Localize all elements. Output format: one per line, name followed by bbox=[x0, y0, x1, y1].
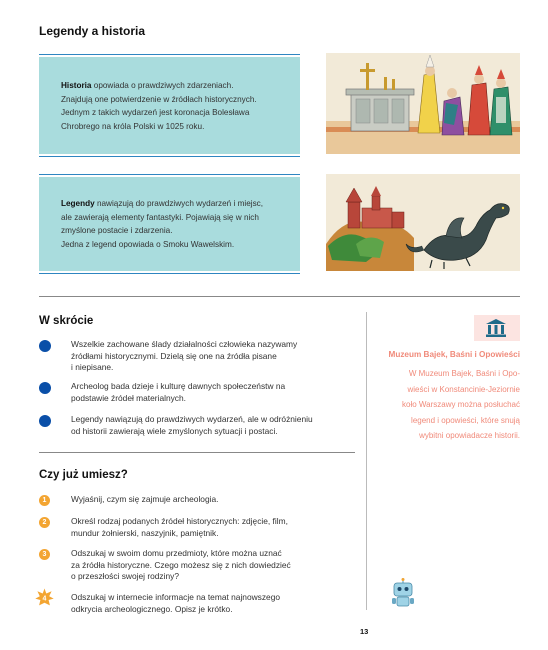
bullet-icon bbox=[39, 382, 51, 394]
sidebar-divider bbox=[366, 312, 367, 610]
legendy-term: Legendy bbox=[61, 199, 95, 208]
summary-divider bbox=[39, 452, 355, 453]
sidebar-title: Muzeum Bajek, Baśni i Opowieści bbox=[388, 350, 520, 359]
historia-card bbox=[39, 57, 300, 154]
question-item: Odszukaj w swoim domu przedmioty, które można uznać za źródła historyczne. Czego możesz się z nich dowiedzieć o przeszłości swojej rodziny? bbox=[71, 548, 291, 581]
historia-line-1: Historia opowiada o prawdziwych zdarzeniach. bbox=[61, 81, 234, 90]
historia-term: Historia bbox=[61, 81, 92, 90]
star-icon bbox=[35, 588, 54, 607]
summary-item: Legendy nawiązują do prawdziwych wydarzeń, ale w odróżnieniu od historii zawierają wiele zmyślonych sytuacji i postaci. bbox=[71, 414, 313, 436]
legendy-line-2: ale zawierają elementy fantastyki. Pojawiają się w nich bbox=[61, 212, 259, 222]
section-divider bbox=[39, 296, 520, 297]
summary-item: Archeolog bada dzieje i kulturę dawnych społeczeństw na podstawie źródeł materialnych. bbox=[71, 381, 286, 403]
legendy-card bbox=[39, 177, 300, 271]
svg-text:4: 4 bbox=[42, 595, 47, 603]
bullet-icon bbox=[39, 415, 51, 427]
question-number: 2 bbox=[39, 517, 50, 528]
legendy-line-4: Jedna z legend opowiada o Smoku Wawelskim. bbox=[61, 239, 235, 249]
question-item: Wyjaśnij, czym się zajmuje archeologia. bbox=[71, 494, 219, 504]
question-item: Odszukaj w internecie informacje na temat najnowszego odkrycia archeologicznego. Opisz je krótko. bbox=[71, 592, 281, 614]
historia-line-4: Chrobrego na króla Polski w 1025 roku. bbox=[61, 121, 205, 131]
question-number: 1 bbox=[39, 495, 50, 506]
dragon-illustration bbox=[326, 174, 520, 271]
questions-heading: Czy już umiesz? bbox=[39, 469, 128, 481]
historia-line-3: Jednym z takich wydarzeń jest koronacja Bolesława bbox=[61, 108, 250, 117]
coronation-illustration bbox=[326, 53, 520, 154]
page-title: Legendy a historia bbox=[39, 24, 146, 38]
historia-line-2: Znajdują one potwierdzenie w źródłach historycznych. bbox=[61, 94, 257, 104]
page-number: 13 bbox=[360, 627, 369, 636]
question-number: 3 bbox=[39, 549, 50, 560]
summary-heading: W skrócie bbox=[39, 315, 94, 327]
summary-item: Wszelkie zachowane ślady działalności człowieka nazywamy źródłami historycznymi. Dzielą się one na źródła pisane i niepisane. bbox=[71, 339, 298, 372]
sidebar-text: W Muzeum Bajek, Baśni i Opo- wieści w Konstancinie-Jeziornie koło Warszawy można posłuchać legend i opowieści, które snują wybitni opowiadacze historii. bbox=[402, 369, 520, 440]
legendy-line-3: zmyślone postacie i zdarzenia. bbox=[61, 226, 173, 235]
legendy-line-1: Legendy nawiązują do prawdziwych wydarzeń i miejsc, bbox=[61, 199, 264, 208]
robot-icon bbox=[391, 578, 415, 608]
bullet-icon bbox=[39, 340, 51, 352]
question-item: Określ rodzaj podanych źródeł historycznych: zdjęcie, film, mundur żołnierski, naszyjnik, pamiętnik. bbox=[71, 516, 288, 538]
museum-icon bbox=[485, 318, 507, 338]
